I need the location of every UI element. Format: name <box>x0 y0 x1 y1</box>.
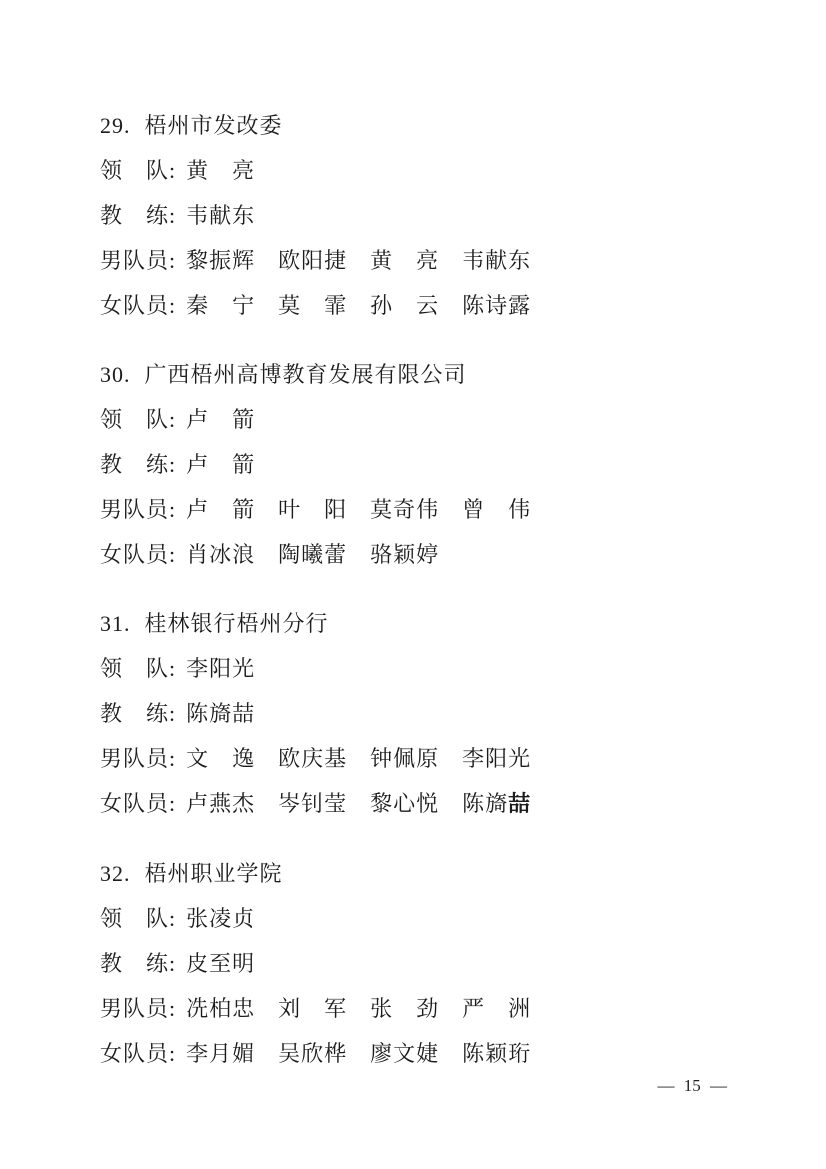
male-members-label: 男队员: <box>100 248 177 273</box>
male-members-line <box>100 487 760 532</box>
coach-name: 皮至明 <box>186 951 256 976</box>
female-members-line <box>100 283 760 328</box>
leader-name: 李阳光 <box>186 656 256 681</box>
coach-label: 教 练: <box>100 203 177 228</box>
female-members-names: 卢燕杰 岑钊莹 黎心悦 陈旖 <box>186 791 509 816</box>
leader-line <box>100 646 760 691</box>
female-members-names: 肖冰浪 陶曦蕾 骆颖婷 <box>186 542 440 567</box>
leader-line <box>100 397 760 442</box>
leader-name: 卢 箭 <box>186 407 256 432</box>
leader-line <box>100 148 760 193</box>
male-members-line <box>100 986 760 1031</box>
team-title <box>100 851 760 896</box>
team-name: 梧州市发改委 <box>144 113 283 138</box>
male-members-names: 黎振辉 欧阳捷 黄 亮 韦献东 <box>186 248 532 273</box>
female-members-line <box>100 781 760 827</box>
team-name: 广西梧州高博教育发展有限公司 <box>144 362 467 387</box>
female-members-line <box>100 1031 760 1076</box>
female-members-label: 女队员: <box>100 791 177 816</box>
team-entry <box>100 103 760 328</box>
team-title <box>100 601 760 646</box>
leader-label: 领 队: <box>100 656 177 681</box>
coach-line <box>100 193 760 238</box>
roster-list <box>100 103 760 1100</box>
coach-label: 教 练: <box>100 701 177 726</box>
team-number: 29. <box>100 113 131 138</box>
coach-line <box>100 691 760 736</box>
coach-line <box>100 442 760 487</box>
leader-label: 领 队: <box>100 158 177 183</box>
male-members-names: 冼柏忠 刘 军 张 劲 严 洲 <box>186 996 532 1021</box>
coach-label: 教 练: <box>100 452 177 477</box>
male-members-label: 男队员: <box>100 497 177 522</box>
coach-label: 教 练: <box>100 951 177 976</box>
coach-name: 陈旖喆 <box>186 701 256 726</box>
page-number: — 15 — <box>657 1076 727 1095</box>
leader-label: 领 队: <box>100 407 177 432</box>
male-members-line <box>100 238 760 283</box>
leader-name: 黄 亮 <box>186 158 256 183</box>
team-name: 桂林银行梧州分行 <box>144 611 329 636</box>
female-members-label: 女队员: <box>100 293 177 318</box>
female-members-names: 李月媚 吴欣桦 廖文婕 陈颖珩 <box>186 1041 532 1066</box>
team-title <box>100 352 760 397</box>
team-entry <box>100 352 760 577</box>
male-members-label: 男队员: <box>100 996 177 1021</box>
leader-label: 领 队: <box>100 906 177 931</box>
leader-name: 张凌贞 <box>186 906 256 931</box>
coach-line <box>100 941 760 986</box>
team-title <box>100 103 760 148</box>
leader-line <box>100 896 760 941</box>
team-entry <box>100 601 760 827</box>
female-members-label: 女队员: <box>100 1041 177 1066</box>
team-number: 31. <box>100 611 131 636</box>
coach-name: 卢 箭 <box>186 452 256 477</box>
female-members-names: 秦 宁 莫 霏 孙 云 陈诗露 <box>186 293 532 318</box>
male-members-label: 男队员: <box>100 746 177 771</box>
coach-name: 韦献东 <box>186 203 256 228</box>
male-members-names: 卢 箭 叶 阳 莫奇伟 曾 伟 <box>186 497 532 522</box>
team-entry <box>100 851 760 1076</box>
female-members-label: 女队员: <box>100 542 177 567</box>
female-members-bold-glyph: 喆 <box>508 792 532 817</box>
male-members-names: 文 逸 欧庆基 钟佩原 李阳光 <box>186 746 532 771</box>
male-members-line <box>100 736 760 781</box>
team-number: 32. <box>100 861 131 886</box>
team-name: 梧州职业学院 <box>144 861 283 886</box>
female-members-line <box>100 532 760 577</box>
team-number: 30. <box>100 362 131 387</box>
